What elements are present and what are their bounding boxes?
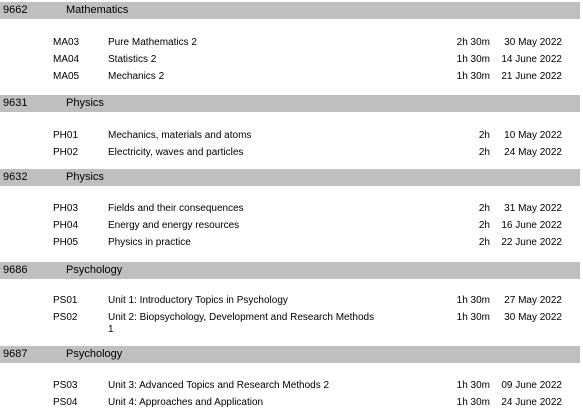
unit-title: Mechanics 2 [108,71,165,82]
qualification-code: 9662 [3,4,28,16]
unit-code: PS04 [53,397,78,408]
unit-duration: 2h [478,203,490,214]
table-row [0,380,580,393]
subject-name: Psychology [66,264,123,276]
table-row [0,37,580,50]
unit-code: MA05 [53,71,80,82]
unit-duration: 1h 30m [456,54,490,65]
section-header [0,2,580,19]
table-row [0,71,580,84]
unit-duration: 2h 30m [456,37,490,48]
exam-date: 14 June 2022 [501,54,562,65]
unit-duration: 2h [478,147,490,158]
table-row [0,147,580,160]
section-header [0,95,580,112]
qualification-code: 9687 [3,348,28,360]
unit-code: MA04 [53,54,80,65]
qualification-code: 9686 [3,264,28,276]
table-row [0,220,580,233]
unit-code: PH03 [53,203,79,214]
exam-date: 21 June 2022 [501,71,562,82]
table-row [0,130,580,143]
unit-title: Electricity, waves and particles [108,147,244,158]
section-header [0,169,580,186]
unit-title: Unit 3: Advanced Topics and Research Methods 2 [108,380,330,391]
unit-code: PS03 [53,380,78,391]
section-header [0,346,580,363]
exam-date: 09 June 2022 [501,380,562,391]
unit-code: PS01 [53,295,78,306]
unit-duration: 1h 30m [456,380,490,391]
exam-date: 10 May 2022 [504,130,562,141]
unit-duration: 1h 30m [456,295,490,306]
subject-name: Physics [66,97,104,109]
exam-date: 30 May 2022 [504,312,562,323]
unit-code: PH01 [53,130,79,141]
unit-duration: 1h 30m [456,312,490,323]
exam-date: 24 May 2022 [504,147,562,158]
table-row [0,237,580,250]
subject-name: Physics [66,171,104,183]
unit-title: Unit 1: Introductory Topics in Psychology [108,295,288,306]
unit-duration: 2h [478,220,490,231]
table-row [0,295,580,308]
table-row [0,312,580,335]
table-row [0,203,580,216]
subject-name: Mathematics [66,4,129,16]
exam-date: 16 June 2022 [501,220,562,231]
unit-duration: 1h 30m [456,71,490,82]
exam-date: 24 June 2022 [501,397,562,408]
section-header [0,262,580,279]
unit-title: Unit 4: Approaches and Application [108,397,264,408]
unit-title: Physics in practice [108,237,191,248]
exam-date: 30 May 2022 [504,37,562,48]
unit-code: MA03 [53,37,80,48]
unit-title: Pure Mathematics 2 [108,37,197,48]
exam-date: 27 May 2022 [504,295,562,306]
unit-title: Mechanics, materials and atoms [108,130,252,141]
unit-duration: 2h [478,237,490,248]
exam-date: 22 June 2022 [501,237,562,248]
unit-code: PH05 [53,237,79,248]
table-row [0,397,580,410]
unit-title: Unit 2: Biopsychology, Development and Research Methods 1 [108,312,375,335]
qualification-code: 9632 [3,171,28,183]
unit-title: Fields and their consequences [108,203,244,214]
unit-title: Energy and energy resources [108,220,240,231]
unit-code: PH02 [53,147,79,158]
unit-code: PS02 [53,312,78,323]
qualification-code: 9631 [3,97,28,109]
unit-code: PH04 [53,220,79,231]
unit-duration: 1h 30m [456,397,490,408]
unit-duration: 2h [478,130,490,141]
subject-name: Psychology [66,348,123,360]
unit-title: Statistics 2 [108,54,157,65]
exam-date: 31 May 2022 [504,203,562,214]
table-row [0,54,580,67]
